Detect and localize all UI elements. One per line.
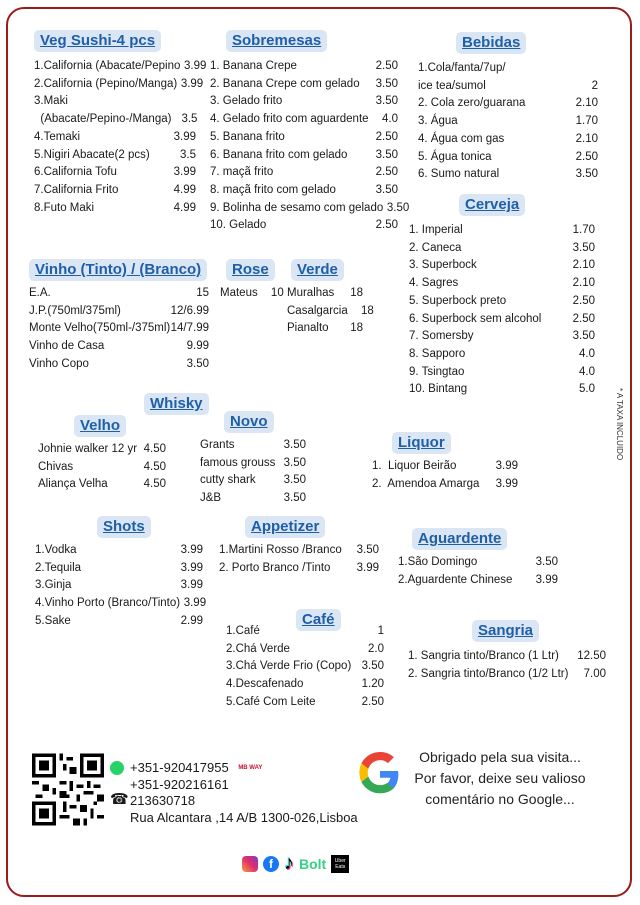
menu-item [210,93,398,111]
menu-item-price: 2.50 [375,166,398,179]
menu-item-price: 2.0 [368,642,384,655]
menu-item [408,648,606,666]
menu-item-name: 1. Imperial [409,224,463,236]
menu-item [210,200,410,218]
menu-item [409,293,595,311]
menu-item [418,149,598,167]
menu-item-name: Monte Velho(750ml-/375ml) [29,322,171,335]
menu-item [35,542,203,560]
menu-item [409,381,595,399]
menu-item-price: 3.50 [386,201,410,214]
menu-item-price: 1.70 [572,224,595,236]
mobile-number[interactable]: +351-920417955 [130,760,229,775]
menu-item-name: 5. Superbock preto [409,294,507,307]
menu-item-name: 6. Superbock sem alcohol [409,312,542,325]
menu-item-name: 1.Cola/fanta/7up/ [418,62,506,74]
bebidas-section [418,32,598,184]
menu-item-name: 4. Gelado frito com aguardente [210,113,369,126]
menu-item [409,328,595,346]
menu-item-name: 2.California (Pepino/Manga) [34,77,178,90]
menu-item [226,694,384,712]
menu-item-price: 3.99 [356,561,379,574]
menu-item [29,320,209,338]
menu-item-name: 4.Descafenado [226,678,304,691]
menu-item-price: 3.50 [375,77,398,90]
menu-item [287,320,363,338]
menu-item-name: 3.Maki [34,95,68,108]
menu-item [38,476,166,494]
menu-item-name: 3. Superbock [409,259,477,272]
menu-item [372,458,518,476]
menu-item-name: 1. Sangria tinto/Branco (1 Ltr) [408,650,559,662]
menu-item [409,346,595,364]
menu-item-price: 3.99 [495,460,518,472]
menu-item [418,113,598,131]
thanks-message: Obrigado pela sua visita... Por favor, deixe seu valioso comentário no Google... [414,749,586,807]
vinho-heading: Vinho (Tinto) / (Branco) [29,259,207,281]
menu-item-price: 3.99 [173,130,196,143]
menu-item [210,58,398,76]
menu-item-price: 3.99 [495,477,518,490]
sobremesas-heading: Sobremesas [226,30,327,52]
aguardente-section [398,528,558,589]
qr-code[interactable] [32,752,104,827]
menu-item-price: 12/6.99 [170,304,209,317]
menu-item-name: J.P.(750ml/375ml) [29,304,121,317]
menu-item [35,577,203,595]
velho-heading: Velho [74,415,126,437]
menu-item [34,164,196,182]
menu-item-name: 2. Porto Branco /Tinto [219,561,331,574]
menu-item-name: 3. Gelado frito [210,95,283,108]
menu-item [35,595,207,613]
menu-item-price: 2.10 [575,132,598,145]
menu-item-price: 3.50 [283,474,306,487]
menu-item [210,129,398,147]
menu-item-price: 5.0 [579,383,595,396]
menu-item [210,147,398,165]
menu-item-name: 3. Água [418,115,458,128]
menu-item-name: 6. Banana frito com gelado [210,148,348,161]
menu-item [38,459,166,477]
menu-item [226,641,384,659]
menu-item-price: 2.99 [180,614,203,627]
whatsapp-icon[interactable] [110,761,124,775]
sangria-section [408,620,606,683]
menu-item-price: 3.99 [180,561,203,574]
menu-item [29,338,209,356]
cerveja-section [409,194,595,399]
menu-item [287,285,363,303]
menu-item-price: 4.50 [143,443,166,455]
sushi-section [34,30,207,217]
shots-section [35,516,207,631]
verde-section [287,259,374,338]
menu-item-price: 2.50 [575,150,598,163]
menu-item-price: 1.70 [575,115,598,128]
menu-item-name: Johnie walker 12 yr [38,443,138,455]
menu-item [408,666,606,684]
menu-item-price: 3.50 [535,556,558,568]
menu-item [34,93,196,111]
menu-item-name: 5. Água tonica [418,150,492,163]
menu-item-name: 3.Ginja [35,579,72,592]
menu-item [35,613,203,631]
menu-item-price: 18 [360,304,374,317]
menu-item-name: Casalgarcia [287,304,348,317]
aguardente-heading: Aguardente [412,528,507,550]
menu-item [372,476,518,494]
liquor-heading: Liquor [392,432,451,454]
menu-item-price: 3.99 [180,544,203,556]
menu-item-price: 4.0 [382,113,398,126]
bebidas-heading: Bebidas [456,32,526,54]
ubereats-logo[interactable]: Uber Eats [331,855,349,873]
menu-item-price: 10 [270,287,284,299]
menu-item-name: Aliança Velha [38,478,108,491]
menu-item [210,111,398,129]
menu-item-price: 3.99 [184,60,207,72]
menu-item-name: 5.Café Com Leite [226,695,316,708]
menu-item-name: 8. Sapporo [409,347,466,360]
menu-item-price: 15 [196,287,209,299]
menu-item [34,58,207,76]
menu-item [35,560,203,578]
phone-icon: ☎ [110,791,129,809]
menu-item-name: 8.Futo Maki [34,201,95,214]
menu-item-name: 4.Vinho Porto (Branco/Tinto) [35,597,181,610]
menu-item [38,441,166,459]
menu-item-price: 3.99 [180,579,203,592]
menu-item-name: 1. Liquor Beirão [372,460,457,472]
menu-item-price: 3.50 [572,241,595,254]
menu-item-price: 2 [591,79,598,92]
menu-item [418,60,598,78]
rose-heading: Rose [226,259,275,281]
address: Rua Alcantara ,14 A/B 1300-026,Lisboa [130,809,358,825]
menu-item-price: 1 [377,625,384,637]
menu-item-name: 9. Tsingtao [409,365,465,378]
menu-item [34,111,196,129]
menu-item-price: 2.10 [572,259,595,272]
menu-item [409,311,595,329]
menu-item-price: 3.50 [283,439,306,451]
menu-item [200,455,306,473]
menu-item-name: 1. Banana Crepe [210,60,297,72]
menu-item [418,78,598,96]
google-icon[interactable] [358,752,402,796]
menu-item-name: 1.California (Abacate/Pepino [34,60,181,72]
menu-item-name: 5.Sake [35,614,71,627]
menu-item-price: 3.50 [283,456,306,469]
menu-item-name: 10. Gelado [210,219,267,232]
menu-item [29,285,209,303]
menu-item [200,437,306,455]
menu-item [29,356,209,374]
menu-item [34,147,196,165]
menu-item-price: 3.99 [535,573,558,586]
cerveja-heading: Cerveja [459,194,525,216]
menu-item-name: 6.California Tofu [34,166,117,179]
menu-item-name: Grants [200,439,235,451]
menu-item-name: 5.Nigiri Abacate(2 pcs) [34,148,150,161]
novo-section [200,411,306,508]
menu-item-name: Vinho de Casa [29,340,105,353]
menu-item-name: 1.São Domingo [398,556,478,568]
menu-item-price: 18 [350,287,363,299]
velho-section [38,415,166,494]
menu-item-price: 3.50 [375,183,398,196]
menu-item [287,303,374,321]
menu-item-price: 3.50 [375,95,398,108]
whisky-section [144,393,209,415]
menu-item [226,658,384,676]
menu-item-price [170,93,196,111]
menu-item-name: famous grouss [200,456,276,469]
menu-item-price: 3.99 [180,77,204,90]
sushi-heading: Veg Sushi-4 pcs [34,30,161,52]
menu-item-name: 4. Água com gas [418,132,505,145]
tax-note: * A TAXA INCLUIDO [615,388,624,461]
menu-item-name: ice tea/sumol [418,79,486,92]
menu-item-price: 4.99 [173,201,196,214]
menu-item-price: 9.99 [186,340,209,353]
novo-heading: Novo [224,411,274,433]
menu-item-price: 2.50 [361,695,384,708]
menu-item [409,275,595,293]
menu-item-price: 3.5 [181,113,198,126]
menu-item-name: 4.Temaki [34,130,81,143]
shots-heading: Shots [97,516,151,538]
menu-item-name: 4. Sagres [409,277,459,290]
mbway-badge: MB WAY [238,765,263,772]
tiktok-icon[interactable]: ♪ [284,852,294,874]
menu-item-price: 4.99 [173,183,196,196]
menu-item-price: 2.10 [572,277,595,290]
menu-item-name: 7. Somersby [409,330,474,343]
menu-item [418,131,598,149]
menu-item-name: 7.California Frito [34,183,119,196]
menu-item-price: 4.50 [143,460,166,473]
menu-item-price: 3.99 [183,597,207,610]
menu-item [34,76,204,94]
menu-item-price: 3.50 [572,330,595,343]
menu-item [220,285,284,303]
menu-item-name: Muralhas [287,287,335,299]
menu-item-price: 7.00 [583,667,606,680]
menu-item-price: 3.50 [361,660,384,673]
menu-item [409,222,595,240]
menu-item-price: 2.10 [575,97,598,110]
instagram-icon[interactable] [242,856,258,872]
menu-item-price: 18 [350,322,363,335]
menu-item-price: 2.50 [572,312,595,325]
menu-item [34,129,196,147]
verde-heading: Verde [291,259,344,281]
sobremesas-section [210,30,410,235]
menu-item-price: 3.50 [283,492,306,505]
menu-item [210,217,398,235]
menu-item-name: 2. Amendoa Amarga [372,477,480,490]
menu-item-name: 1.Café [226,625,260,637]
menu-item-name: 6. Sumo natural [418,168,500,181]
menu-item-name: Vinho Copo [29,357,89,370]
menu-item-name: 5. Banana frito [210,130,285,143]
menu-item-name: Mateus [220,287,258,299]
menu-item-name: 2.Aguardente Chinese [398,573,513,586]
menu-item-price: 2.50 [572,294,595,307]
menu-item-name: 10. Bintang [409,383,468,396]
vinho-section [29,259,209,374]
menu-item-name: 2. Banana Crepe com gelado [210,77,360,90]
menu-item-name: E.A. [29,287,51,299]
menu-item-price: 2.50 [375,219,398,232]
menu-item [398,554,558,572]
menu-item-price: 3.50 [375,148,398,161]
menu-item-name: 9. Bolinha de sesamo com gelado [210,201,384,214]
liquor-section [372,432,518,493]
menu-item [34,200,196,218]
menu-item-name: 2. Sangria tinto/Branco (1/2 Ltr) [408,667,569,680]
menu-item [398,572,558,590]
menu-item [29,303,209,321]
menu-item [409,240,595,258]
menu-item-name: 2. Caneca [409,241,462,254]
menu-item [219,542,379,560]
facebook-icon[interactable]: f [263,856,279,872]
contact-block [110,760,358,826]
menu-item [418,166,598,184]
menu-item-price: 3.99 [173,166,196,179]
menu-item-name: 2. Cola zero/guarana [418,97,526,110]
menu-item-price: 4.0 [579,365,595,378]
menu-item-price: 3.50 [575,168,598,181]
appetizer-section [219,516,379,577]
menu-item-name: 3.Chá Verde Frio (Copo) [226,660,352,673]
menu-item-name: 8. maçã frito com gelado [210,183,336,196]
appetizer-heading: Appetizer [245,516,325,538]
sangria-heading: Sangria [472,620,539,642]
menu-item-name: (Abacate/Pepino-/Manga) [34,113,172,126]
menu-item-price: 1.20 [361,678,384,691]
landline-number[interactable]: 213630718 [130,793,196,809]
menu-item-price: 4.50 [143,478,166,491]
cafe-section [226,609,384,712]
menu-item-price: 2.50 [375,130,398,143]
rose-section [220,259,284,303]
menu-item [418,95,598,113]
menu-item [226,676,384,694]
menu-item-price: 3.50 [186,357,209,370]
menu-item-name: J&B [200,492,222,505]
menu-item-name: 1.Martini Rosso /Branco [219,544,342,556]
menu-item [210,76,398,94]
menu-item-price [572,60,598,78]
menu-item-price: 14/7.99 [170,322,209,335]
menu-item-price: 3.5 [180,148,196,161]
menu-item-name: Pianalto [287,322,329,335]
menu-item-price: 4.0 [579,347,595,360]
menu-item [200,472,306,490]
whisky-heading: Whisky [144,393,209,415]
menu-item [409,364,595,382]
cafe-heading: Café [296,609,341,631]
menu-item-name: 2.Tequila [35,561,82,574]
menu-item [219,560,379,578]
menu-item [210,164,398,182]
menu-item [210,182,398,200]
social-icons [242,852,349,875]
menu-item-name: 1.Vodka [35,544,77,556]
menu-item-name: Chivas [38,460,74,473]
menu-item [200,490,306,508]
menu-item-name: 7. maçã frito [210,166,274,179]
bolt-logo[interactable]: Bolt [299,855,327,872]
menu-item-name: 2.Chá Verde [226,642,290,655]
menu-item-price: 3.50 [356,544,379,556]
menu-item [34,182,196,200]
mobile-number-2[interactable]: +351-920216161 [130,776,229,792]
menu-item-price: 2.50 [375,60,398,72]
menu-item-price: 12.50 [577,650,606,662]
menu-item [409,257,595,275]
menu-item-name: cutty shark [200,474,256,487]
